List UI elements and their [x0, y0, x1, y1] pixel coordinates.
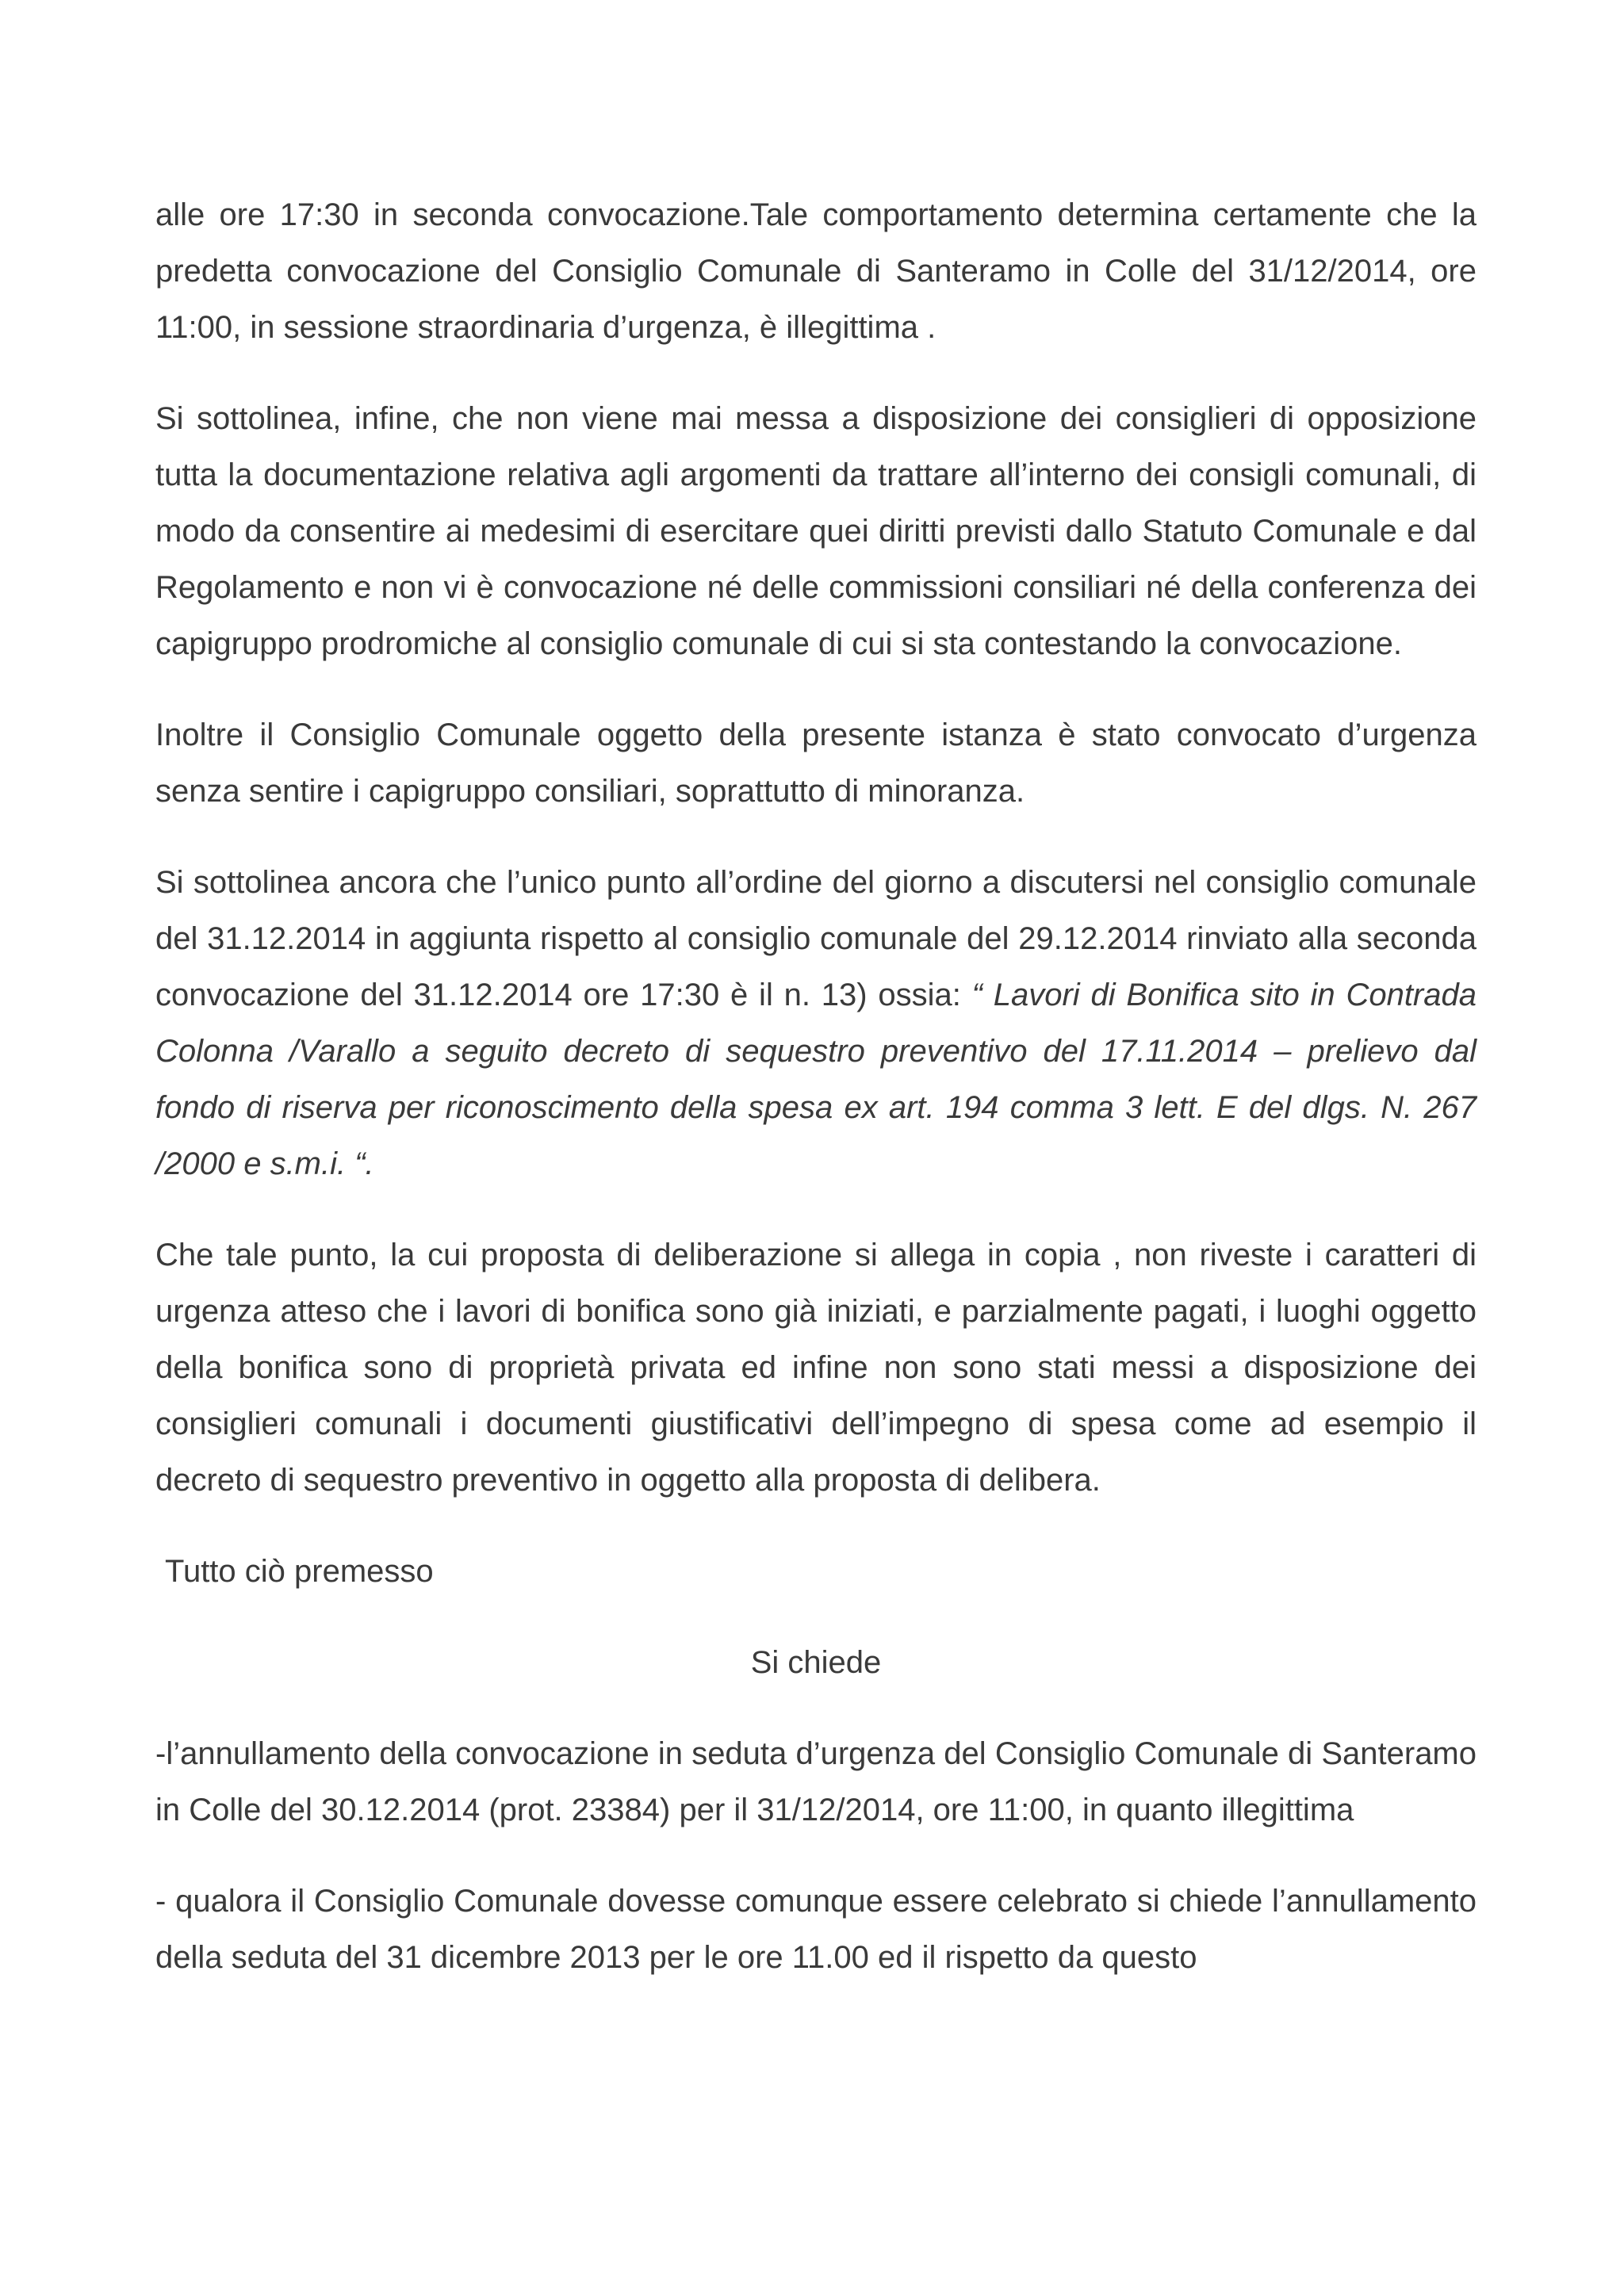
- paragraph-documentation-not-provided: Si sottolinea, infine, che non viene mai messa a disposizione dei consiglieri di opposizione tutta la documentazione relativa agli argomenti da trattare all’interno dei consigli comunali, di modo da consentire ai medesimi di esercitare quei diritti previsti dallo Statuto Comunale e dal Regolamento e non vi è convocazione né delle commissioni consiliari né della conferenza dei capigruppo prodromiche al consiglio comunale di cui si sta contestando la convocazione.: [155, 401, 1477, 661]
- section-heading-request: Si chiede: [750, 1645, 882, 1680]
- document-body: [155, 187, 1477, 2021]
- paragraph-premise: Tutto ciò premesso: [165, 1554, 434, 1589]
- paragraph-convocation-illegitimate: alle ore 17:30 in seconda convocazione.Tale comportamento determina certamente che la predetta convocazione del Consiglio Comunale di Santeramo in Colle del 31/12/2014, ore 11:00, in sessione straordinaria d’urgenza, è illegittima .: [155, 197, 1477, 345]
- paragraph-not-urgent: Che tale punto, la cui proposta di deliberazione si allega in copia , non riveste i caratteri di urgenza atteso che i lavori di bonifica sono già iniziati, e parzialmente pagati, i luoghi oggetto della bonifica sono di proprietà privata ed infine non sono stati messi a disposizione dei consiglieri comunali i documenti giustificativi dell’impegno di spesa come ad esempio il decreto di sequestro preventivo in oggetto alla proposta di delibera.: [155, 1238, 1477, 1498]
- paragraph-request-annulment: -l’annullamento della convocazione in seduta d’urgenza del Consiglio Comunale di Santeramo in Colle del 30.12.2014 (prot. 23384) per il 31/12/2014, ore 11:00, in quanto illegittima: [155, 1736, 1477, 1827]
- paragraph-request-alternative: - qualora il Consiglio Comunale dovesse comunque essere celebrato si chiede l’annullamento della seduta del 31 dicembre 2013 per le ore 11.00 ed il rispetto da questo: [155, 1884, 1477, 1975]
- agenda-item-intro: Si sottolinea ancora che l’unico punto all’ordine del giorno a discutersi nel consiglio comunale del 31.12.2014 in aggiunta rispetto al consiglio comunale del 29.12.2014 rinviato alla seconda convocazione del 31.12.2014 ore 17:30 è il n. 13) ossia:: [155, 865, 1477, 1012]
- agenda-item-quote: “ Lavori di Bonifica sito in Contrada Colonna /Varallo a seguito decreto di sequestro preventivo del 17.11.2014 – prelievo dal fondo di riserva per riconoscimento della spesa ex art. 194 comma 3 lett. E del dlgs. N. 267 /2000 e s.m.i. “.: [155, 978, 1477, 1181]
- paragraph-agenda-item: [155, 855, 1477, 1192]
- paragraph-urgent-convocation: Inoltre il Consiglio Comunale oggetto della presente istanza è stato convocato d’urgenza senza sentire i capigruppo consiliari, soprattutto di minoranza.: [155, 718, 1477, 809]
